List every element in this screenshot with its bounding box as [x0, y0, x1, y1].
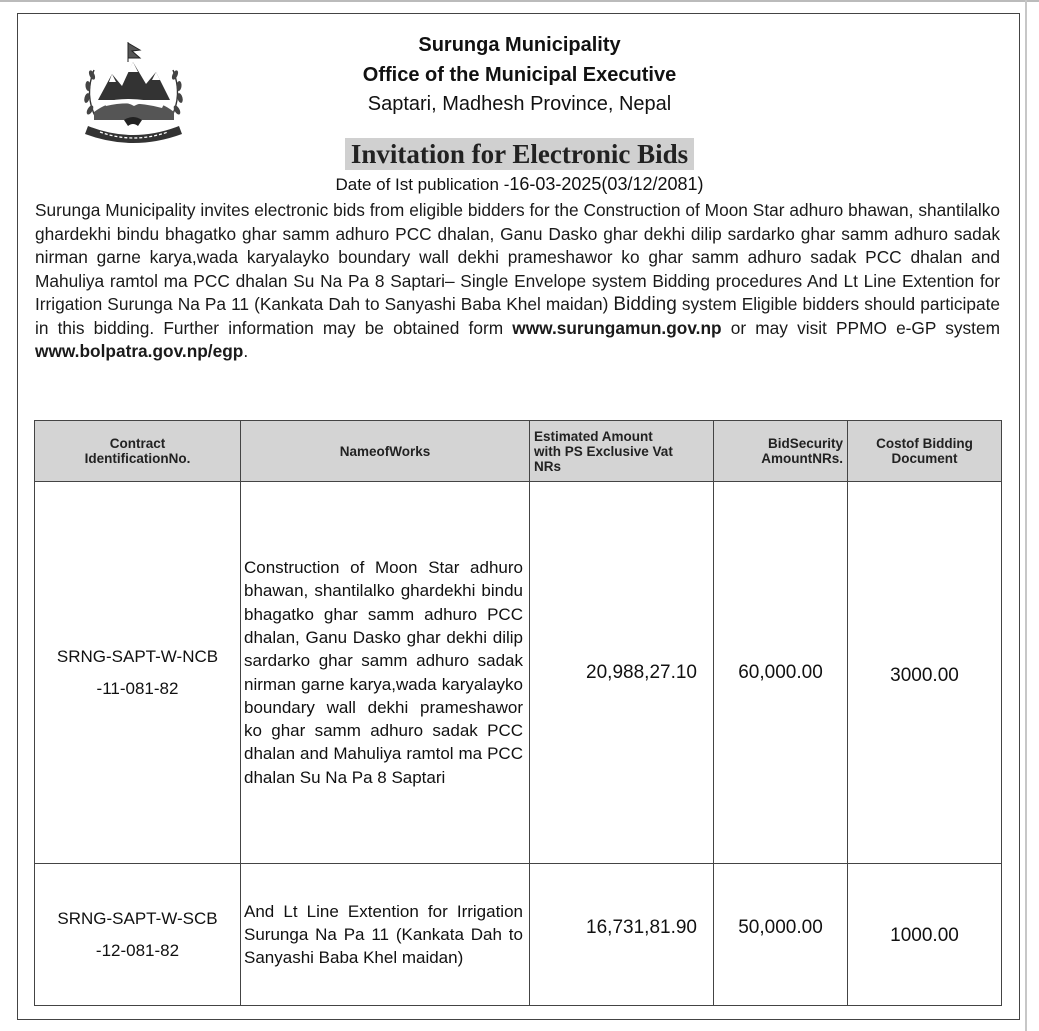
office-name: Office of the Municipal Executive — [362, 64, 677, 86]
document-cost-cell: 3000.00 — [848, 482, 1002, 864]
contract-id-cell: SRNG-SAPT-W-SCB -12-081-82 — [35, 864, 241, 1006]
bids-table — [34, 420, 1002, 1006]
org-name: Surunga Municipality — [418, 34, 621, 56]
intro-text-1: Surunga Municipality invites electronic bids from eligible bidders for the Construction of Moon Star adhuro bhawan, shantilalko ghardekhi bindu bhagatko ghar samm adhuro PCC dhalan, Ganu Dasko ghar dekhi dilip sardarko ghar samm adhuro sadak nirman garne karya,wada karyalayko boundary wall dekhi prameshawor ko ghar samm adhuro sadak PCC dhalan and Mahuliya ramtol ma PCC dhalan Su Na Pa 8 Saptari– Single Envelope system Bidding procedures And Lt Line Extention for Irrigation Surunga Na Pa 11 (Kankata Dah to Sanyashi Baba Khel maidan) — [35, 200, 1000, 314]
contract-id-cell: SRNG-SAPT-W-NCB -11-081-82 — [35, 482, 241, 864]
intro-end: . — [243, 341, 249, 361]
intro-text-2: system Eligible bidders should participate in this bidding. Further information may be obtained form — [35, 294, 1000, 338]
notice-title: Invitation for Electronic Bids — [345, 138, 694, 170]
notice-title-wrap — [0, 138, 1039, 170]
municipality-website-link[interactable]: www.surungamun.gov.np — [512, 317, 722, 338]
publication-date — [0, 174, 1039, 195]
bid-security-cell: 50,000.00 — [714, 864, 848, 1006]
document-cost-cell: 1000.00 — [848, 864, 1002, 1006]
works-description-cell: Construction of Moon Star adhuro bhawan, shantilalko ghardekhi bindu bhagatko ghar samm adhuro PCC dhalan, Ganu Dasko ghar dekhi dilip sardarko ghar samm adhuro sadak nirman garne karya,wada karyalayko boundary wall dekhi prameshawor ko ghar samm adhuro sadak PCC dhalan and Mahuliya ramtol ma PCC dhalan Su Na Pa 8 Saptari — [241, 482, 530, 864]
intro-text-3: or may visit PPMO e-GP system — [730, 317, 1000, 338]
estimated-amount-cell: 16,731,81.90 — [530, 864, 714, 1006]
works-description-cell: And Lt Line Extention for Irrigation Surunga Na Pa 11 (Kankata Dah to Sanyashi Baba Khel maidan) — [241, 864, 530, 1006]
notice-intro — [35, 199, 1000, 364]
header-document-cost: Costof Bidding Document — [848, 421, 1002, 482]
intro-bidding-word: Bidding — [613, 294, 677, 315]
publication-label: Date of Ist publication - — [335, 175, 510, 194]
top-rule — [0, 0, 1039, 2]
table-row — [35, 864, 1002, 1006]
publication-value: 16-03-2025(03/12/2081) — [509, 174, 704, 194]
header-estimated-amount: Estimated Amount with PS Exclusive Vat NRs — [530, 421, 714, 482]
table-header-row — [35, 421, 1002, 482]
header-bid-security: BidSecurity AmountNRs. — [714, 421, 848, 482]
table-row — [35, 482, 1002, 864]
egp-website-link[interactable]: www.bolpatra.gov.np/egp — [35, 341, 244, 361]
bid-security-cell: 60,000.00 — [714, 482, 848, 864]
header-contract-id: Contract IdentificationNo. — [35, 421, 241, 482]
header-name-of-works: NameofWorks — [241, 421, 530, 482]
estimated-amount-cell: 20,988,27.10 — [530, 482, 714, 864]
office-location: Saptari, Madhesh Province, Nepal — [367, 93, 672, 115]
